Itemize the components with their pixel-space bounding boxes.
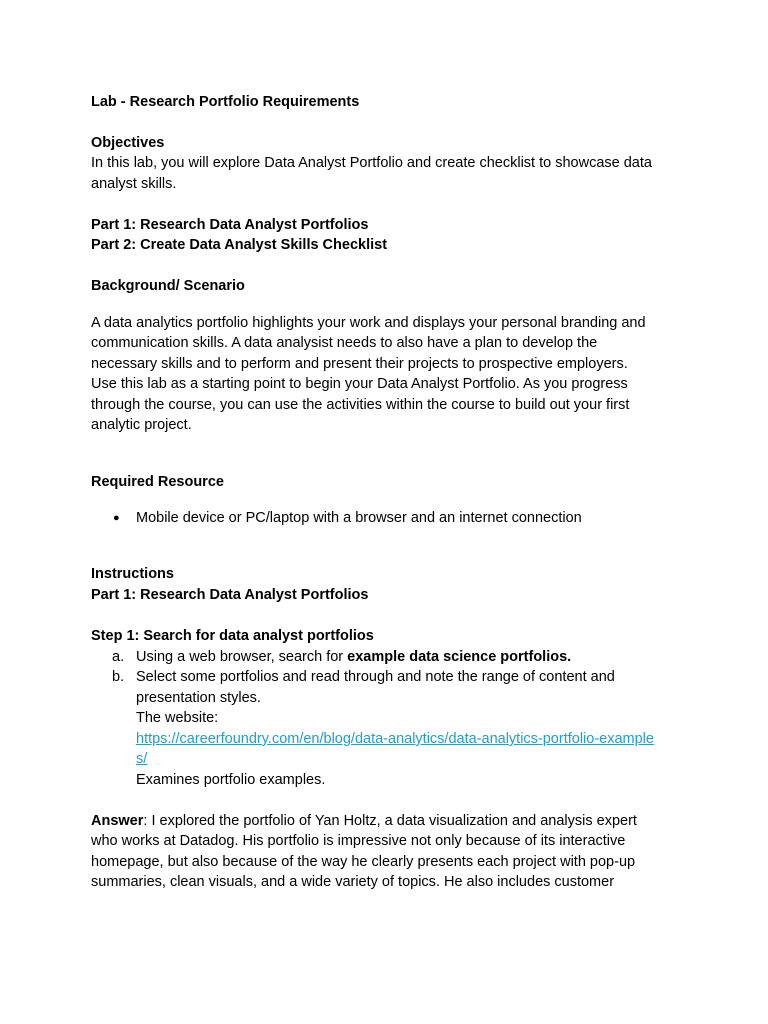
answer-text: : I explored the portfolio of Yan Holtz, a data visualization and analysis expert — [143, 813, 637, 829]
required-resource-heading: Required Resource — [91, 474, 224, 490]
answer-line1 — [91, 811, 637, 831]
step-a-marker: a. — [112, 649, 125, 665]
background-line: necessary skills and to perform and present their projects to prospective employers. — [91, 356, 628, 372]
answer-line: who works at Datadog. His portfolio is impressive not only because of its interactive — [91, 833, 626, 849]
step-a-plain: Using a web browser, search for — [136, 649, 348, 665]
background-line: Use this lab as a starting point to begin your Data Analyst Portfolio. As you progress — [91, 376, 628, 392]
objectives-text-line2: analyst skills. — [91, 176, 177, 192]
background-line: through the course, you can use the activities within the course to build out your first — [91, 397, 630, 413]
instructions-part1-title: Part 1: Research Data Analyst Portfolios — [91, 587, 369, 603]
objectives-text-line1: In this lab, you will explore Data Analyst Portfolio and create checklist to showcase data — [91, 155, 652, 171]
examines-text: Examines portfolio examples. — [136, 772, 326, 788]
website-link-continued[interactable]: s/ — [136, 751, 148, 767]
bullet-icon: ● — [113, 512, 120, 524]
answer-line: homepage, but also because of the way he clearly presents each project with pop-up — [91, 854, 636, 870]
background-line: A data analytics portfolio highlights your work and displays your personal branding and — [91, 315, 646, 331]
step-b-line1: Select some portfolios and read through and note the range of content and — [136, 669, 615, 685]
answer-label: Answer — [91, 813, 144, 829]
required-resource-item: Mobile device or PC/laptop with a browser and an internet connection — [136, 510, 582, 526]
website-label: The website: — [136, 710, 219, 726]
step-b-line2: presentation styles. — [136, 690, 261, 706]
step1-heading: Step 1: Search for data analyst portfolios — [91, 628, 374, 644]
step-b-marker: b. — [112, 669, 125, 685]
instructions-heading: Instructions — [91, 566, 174, 582]
objectives-heading: Objectives — [91, 135, 165, 151]
doc-title: Lab - Research Portfolio Requirements — [91, 94, 360, 110]
part2-title: Part 2: Create Data Analyst Skills Checklist — [91, 237, 388, 253]
answer-line: summaries, clean visuals, and a wide variety of topics. He also includes customer — [91, 874, 615, 890]
step-a-text — [136, 647, 571, 667]
part1-title: Part 1: Research Data Analyst Portfolios — [91, 217, 369, 233]
background-line: communication skills. A data analysist needs to also have a plan to develop the — [91, 335, 598, 351]
background-heading: Background/ Scenario — [91, 278, 245, 294]
website-link[interactable]: https://careerfoundry.com/en/blog/data-analytics/data-analytics-portfolio-example — [136, 731, 654, 747]
step-a-bold: example data science portfolios. — [347, 649, 572, 665]
background-line: analytic project. — [91, 417, 192, 433]
